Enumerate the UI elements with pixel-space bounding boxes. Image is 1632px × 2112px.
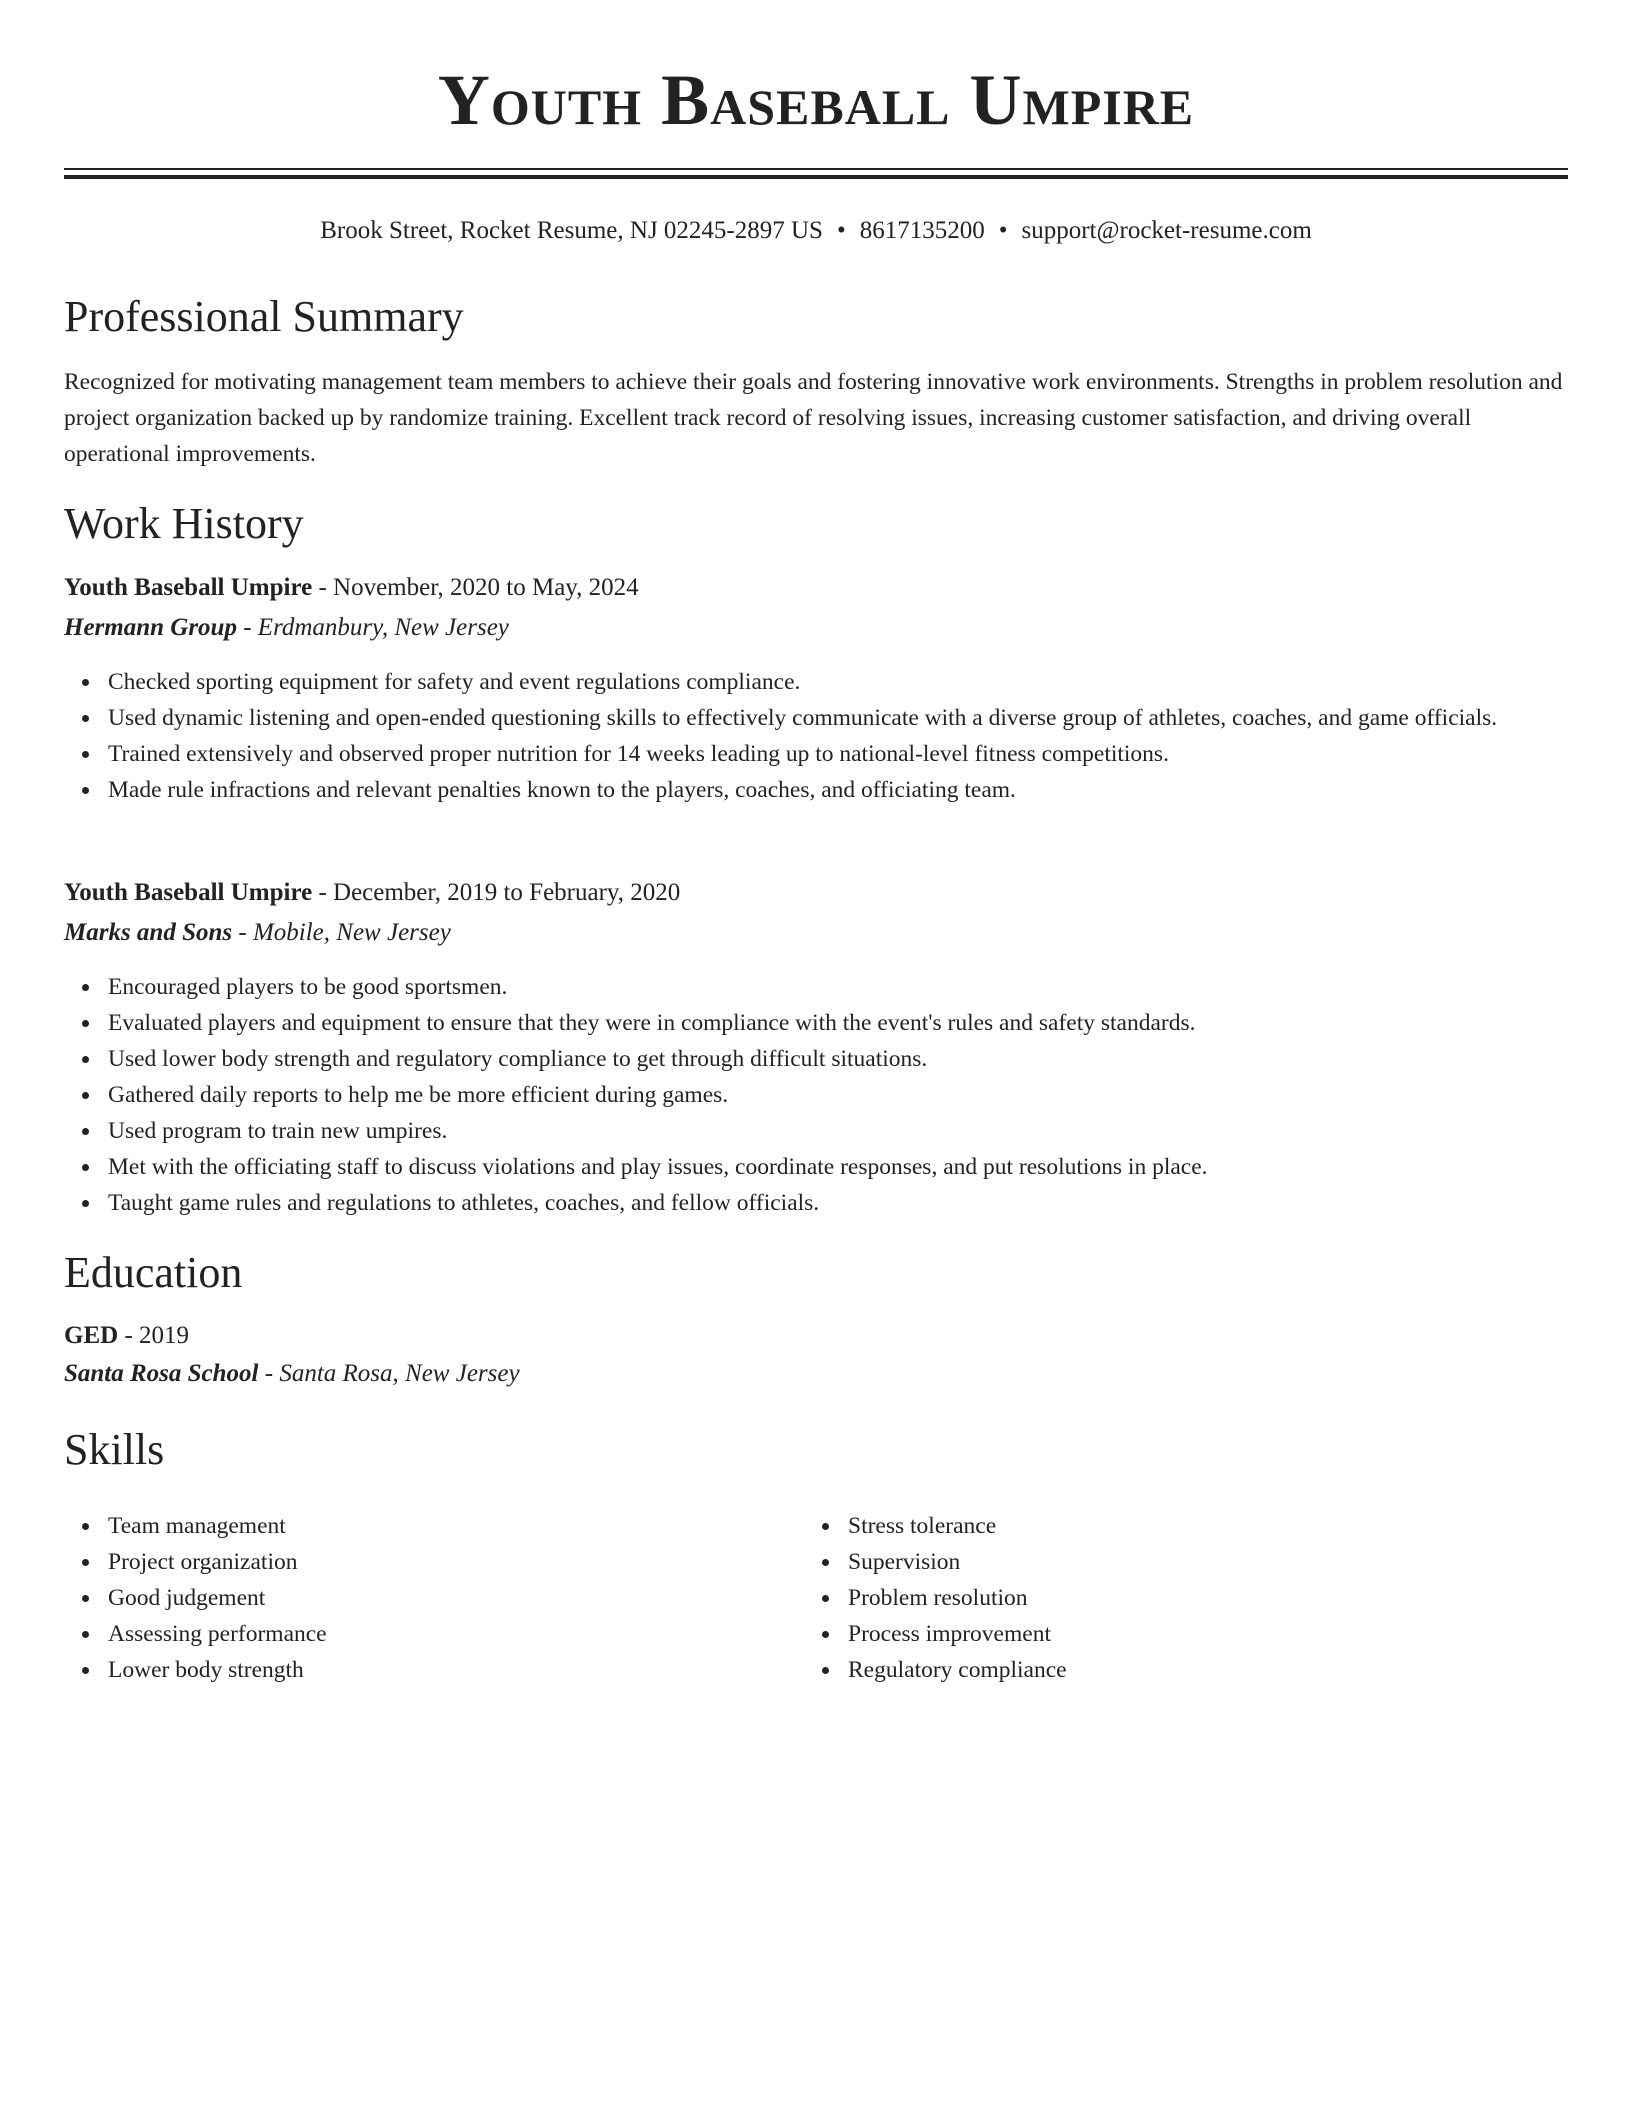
- job-company: Hermann Group: [64, 614, 237, 641]
- contact-line: [64, 214, 1568, 248]
- education-degree: GED: [64, 1322, 119, 1349]
- education-school-line: [64, 1356, 520, 1392]
- skill-item: Project organization: [108, 1544, 808, 1580]
- contact-phone: 8617135200: [859, 217, 985, 244]
- contact-address: Brook Street, Rocket Resume, NJ 02245-2897 US: [320, 217, 823, 244]
- resume-name-heading: Youth Baseball Umpire: [437, 60, 1195, 140]
- job-position: Youth Baseball Umpire: [64, 574, 313, 601]
- job-bullet: Met with the officiating staff to discuss violations and play issues, coordinate responses, and put resolutions in place.: [108, 1149, 1612, 1185]
- job-bullet-list: [64, 664, 1612, 808]
- job-bullet: Used lower body strength and regulatory compliance to get through difficult situations.: [108, 1041, 1612, 1077]
- skills-list-right: [804, 1508, 1548, 1688]
- contact-separator: •: [998, 217, 1008, 244]
- section-title-education: Education: [64, 1248, 243, 1297]
- job-bullet: Used program to train new umpires.: [108, 1113, 1612, 1149]
- summary-text: Recognized for motivating management team members to achieve their goals and fostering innovative work environments. Strengths in problem resolution and project organization backed up by randomize training. Excellent track record of resolving issues, increasing customer satisfaction, and driving overall operational improvements.: [64, 369, 1563, 467]
- job-location: - Mobile, New Jersey: [232, 919, 451, 946]
- skill-item: Process improvement: [848, 1616, 1548, 1652]
- job-location: - Erdmanbury, New Jersey: [236, 614, 509, 641]
- job-company-line: [64, 915, 451, 951]
- job-bullet: Checked sporting equipment for safety and event regulations compliance.: [108, 664, 1612, 700]
- job-bullet: Encouraged players to be good sportsmen.: [108, 969, 1612, 1005]
- skills-list-left: [64, 1508, 808, 1688]
- education-year: - 2019: [118, 1322, 190, 1349]
- skill-item: Good judgement: [108, 1580, 808, 1616]
- job-dates: - December, 2019 to February, 2020: [312, 879, 681, 906]
- contact-email: support@rocket-resume.com: [1021, 217, 1312, 244]
- skill-item: Lower body strength: [108, 1652, 808, 1688]
- skill-item: Problem resolution: [848, 1580, 1548, 1616]
- job-title-line: [64, 570, 639, 606]
- job-bullet: Trained extensively and observed proper nutrition for 14 weeks leading up to national-level fitness competitions.: [108, 736, 1612, 772]
- skill-item: Supervision: [848, 1544, 1548, 1580]
- section-title-summary: Professional Summary: [64, 292, 464, 341]
- section-title-skills: Skills: [64, 1425, 165, 1474]
- contact-separator: •: [836, 217, 846, 244]
- job-bullet: Gathered daily reports to help me be more efficient during games.: [108, 1077, 1612, 1113]
- skill-item: Stress tolerance: [848, 1508, 1548, 1544]
- job-dates: - November, 2020 to May, 2024: [312, 574, 639, 601]
- education-school: Santa Rosa School: [64, 1360, 259, 1387]
- header-divider-thick: [64, 175, 1568, 179]
- education-degree-line: [64, 1318, 189, 1354]
- job-company: Marks and Sons: [64, 919, 233, 946]
- job-bullet: Made rule infractions and relevant penalties known to the players, coaches, and officiating team.: [108, 772, 1612, 808]
- header-divider-thin: [64, 168, 1568, 170]
- job-bullet-list: [64, 969, 1612, 1221]
- job-bullet: Used dynamic listening and open-ended questioning skills to effectively communicate with a diverse group of athletes, coaches, and game officials.: [108, 700, 1612, 736]
- skill-item: Assessing performance: [108, 1616, 808, 1652]
- job-position: Youth Baseball Umpire: [64, 879, 313, 906]
- job-bullet: Taught game rules and regulations to athletes, coaches, and fellow officials.: [108, 1185, 1612, 1221]
- job-title-line: [64, 875, 680, 911]
- job-bullet: Evaluated players and equipment to ensure that they were in compliance with the event's rules and safety standards.: [108, 1005, 1612, 1041]
- skill-item: Team management: [108, 1508, 808, 1544]
- skill-item: Regulatory compliance: [848, 1652, 1548, 1688]
- education-location: - Santa Rosa, New Jersey: [258, 1360, 520, 1387]
- section-title-work-history: Work History: [64, 499, 304, 548]
- job-company-line: [64, 610, 509, 646]
